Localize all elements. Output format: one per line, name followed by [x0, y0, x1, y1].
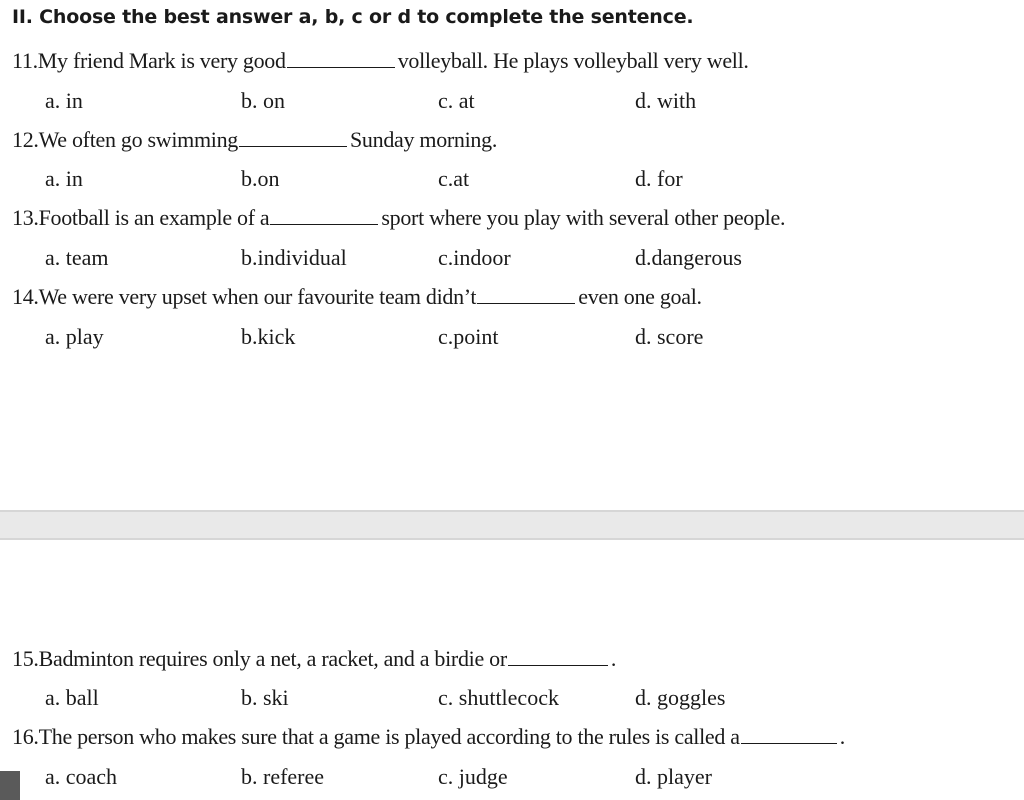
- option-d: d. with: [635, 88, 697, 113]
- page-break-divider: [0, 510, 1024, 540]
- question-text-after-blank: volleyball. He plays volleyball very well.: [397, 48, 749, 73]
- option-d: d. score: [635, 324, 704, 349]
- worksheet-heading: II. Choose the best answer a, b, c or d to complete the sentence.: [12, 6, 694, 28]
- option-c: c. judge: [438, 764, 508, 789]
- question-14: [12, 284, 702, 310]
- option-a: a. team: [45, 245, 109, 270]
- option-b: b.kick: [241, 324, 296, 349]
- answer-blank: [287, 49, 395, 68]
- option-a: a. play: [45, 324, 104, 349]
- option-c: c.at: [438, 166, 470, 191]
- answer-blank: [508, 647, 608, 666]
- question-text-before-blank: 11.My friend Mark is very good: [12, 48, 286, 73]
- option-b: b. on: [241, 88, 285, 113]
- question-text-before-blank: 13.Football is an example of a: [12, 205, 270, 230]
- option-d: d. player: [635, 764, 712, 789]
- question-text-before-blank: 16.The person who makes sure that a game is played according to the rules is called a: [12, 724, 740, 749]
- option-c: c. at: [438, 88, 475, 113]
- option-a: a. coach: [45, 764, 118, 789]
- option-b: b. ski: [241, 685, 289, 710]
- question-text-after-blank: Sunday morning.: [349, 127, 498, 152]
- question-text-after-blank: sport where you play with several other people.: [381, 205, 786, 230]
- question-text-before-blank: 12.We often go swimming: [12, 127, 238, 152]
- option-a: a. ball: [45, 685, 99, 710]
- question-text-before-blank: 15.Badminton requires only a net, a racket, and a birdie or: [12, 646, 507, 671]
- answer-blank: [270, 206, 378, 225]
- question-text-after-blank: even one goal.: [578, 284, 702, 309]
- question-11: [12, 48, 749, 74]
- question-16: [12, 724, 845, 750]
- option-b: b.individual: [241, 245, 347, 270]
- question-text-after-blank: .: [610, 646, 617, 671]
- question-13: [12, 205, 785, 231]
- answer-blank: [741, 725, 837, 744]
- question-text-before-blank: 14.We were very upset when our favourite team didn’t: [12, 284, 477, 309]
- answer-blank: [239, 128, 347, 147]
- option-d: d. for: [635, 166, 683, 191]
- answer-blank: [477, 285, 575, 304]
- option-b: b. referee: [241, 764, 325, 789]
- option-b: b.on: [241, 166, 280, 191]
- question-12: [12, 127, 497, 153]
- option-a: a. in: [45, 88, 83, 113]
- option-d: d. goggles: [635, 685, 726, 710]
- option-a: a. in: [45, 166, 83, 191]
- option-c: c. shuttlecock: [438, 685, 559, 710]
- option-d: d.dangerous: [635, 245, 742, 270]
- question-text-after-blank: .: [839, 724, 845, 749]
- option-c: c.point: [438, 324, 499, 349]
- edge-artifact: [0, 771, 20, 800]
- question-15: [12, 646, 616, 672]
- option-c: c.indoor: [438, 245, 511, 270]
